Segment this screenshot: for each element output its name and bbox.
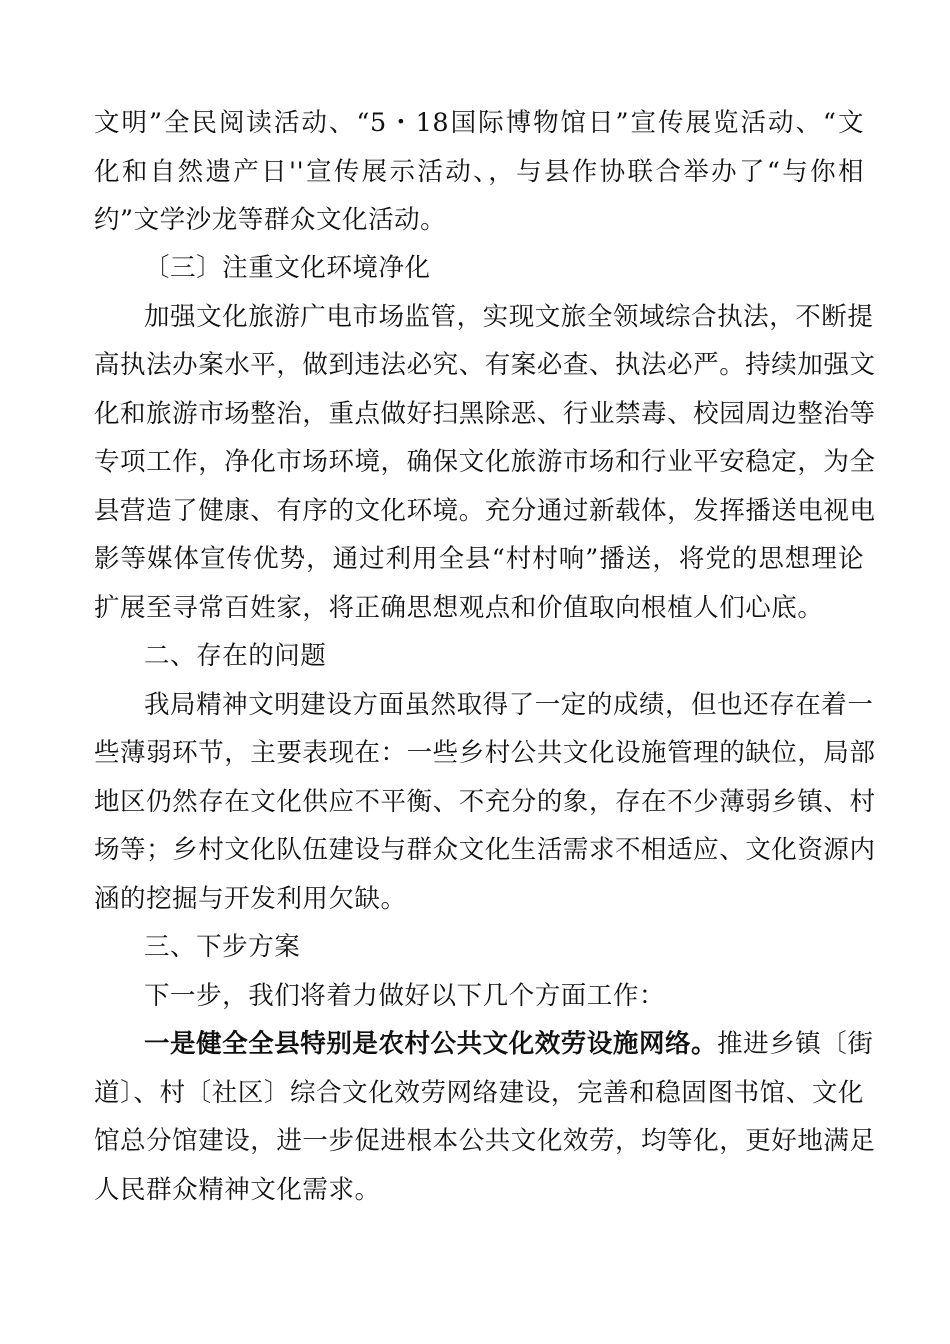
paragraph-line: 约”文学沙龙等群众文化活动。: [94, 205, 447, 235]
paragraph-line: 场等；乡村文化队伍建设与群众文化生活需求不相适应、文化资源内: [94, 835, 876, 865]
paragraph-line: 扩展至寻常百姓家，将正确思想观点和价值取向根植人们心底。: [94, 593, 824, 623]
paragraph-line: 下一步，我们将着力做好以下几个方面工作：: [144, 981, 666, 1011]
paragraph-line: 专项工作，净化市场环境，确保文化旅游市场和行业平安稳定，为全: [94, 447, 876, 477]
paragraph-line: 人民群众精神文化需求。: [94, 1175, 381, 1205]
paragraph-text: 推进乡镇〔街: [717, 1029, 874, 1059]
section-heading: 三、下步方案: [144, 932, 301, 962]
paragraph-line: 高执法办案水平，做到违法必究、有案必查、执法必严。持续加强文: [94, 350, 876, 380]
section-heading: 二、存在的问题: [144, 641, 327, 671]
section-heading: 〔三〕注重文化环境净化: [144, 253, 431, 283]
paragraph-line: 我局精神文明建设方面虽然取得了一定的成绩，但也还存在着一: [144, 690, 874, 720]
paragraph-line: 涵的挖掘与开发利用欠缺。: [94, 884, 407, 914]
paragraph-line: 加强文化旅游广电市场监管，实现文旅全领域综合执法，不断提: [144, 302, 874, 332]
paragraph-line: [144, 1029, 874, 1059]
paragraph-line: 化和旅游市场整治，重点做好扫黑除恶、行业禁毒、校园周边整治等: [94, 399, 876, 429]
paragraph-line: 文明”全民阅读活动、“5・18国际博物馆日”宣传展览活动、“文: [94, 108, 864, 138]
paragraph-line: 道〕、村〔社区〕综合文化效劳网络建设，完善和稳固图书馆、文化: [94, 1078, 864, 1108]
paragraph-line: 地区仍然存在文化供应不平衡、不充分的象，存在不少薄弱乡镇、村: [94, 787, 876, 817]
paragraph-line: 些薄弱环节，主要表现在：一些乡村公共文化设施管理的缺位，局部: [94, 738, 876, 768]
bold-lead-text: 一是健全全县特别是农村公共文化效劳设施网络。: [144, 1029, 718, 1059]
paragraph-line: 影等媒体宣传优势，通过利用全县“村村响”播送，将党的思想理论: [94, 544, 864, 574]
paragraph-line: 县营造了健康、有序的文化环境。充分通过新载体，发挥播送电视电: [94, 496, 876, 526]
paragraph-line: 馆总分馆建设，进一步促进根本公共文化效劳，均等化，更好地满足: [94, 1126, 876, 1156]
paragraph-line: 化和自然遗产日''宣传展示活动、，与县作协联合举办了“与你相: [94, 157, 864, 187]
